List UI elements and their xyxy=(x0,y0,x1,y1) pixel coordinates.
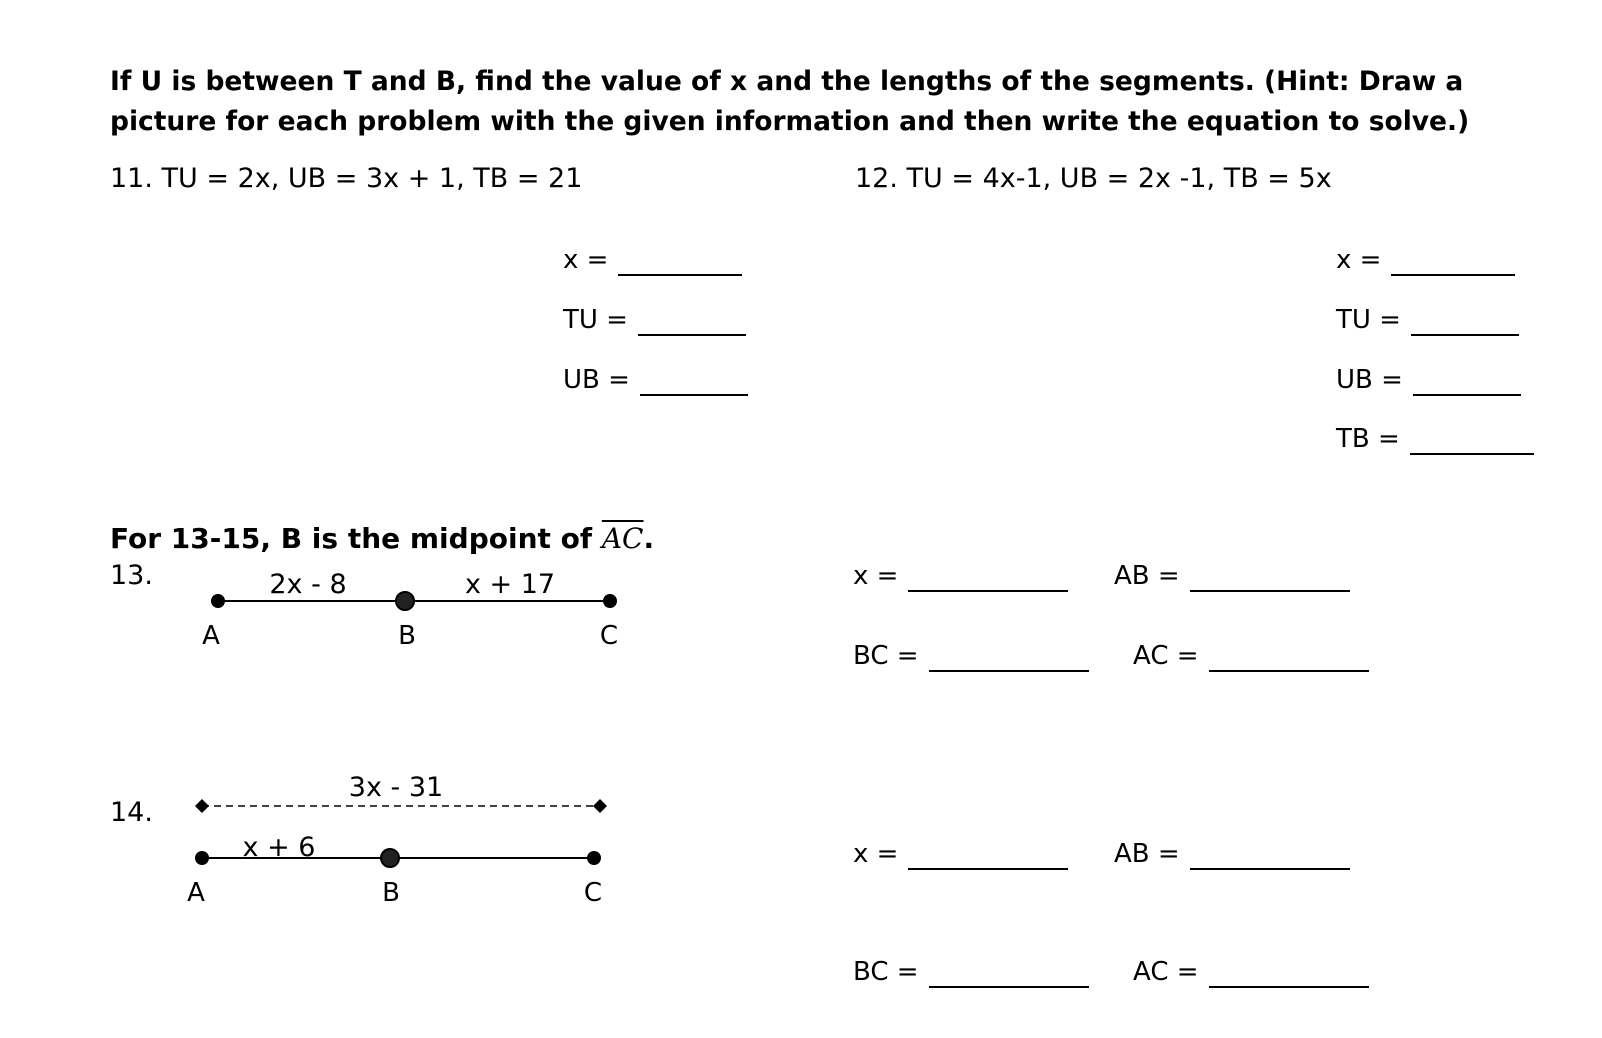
p12-x-answer[interactable] xyxy=(1336,244,1515,276)
point-label-c: C xyxy=(599,621,619,651)
p14-segment-diagram xyxy=(180,762,630,912)
answer-label: x = xyxy=(853,561,899,591)
answer-label: UB = xyxy=(563,365,630,395)
answer-blank[interactable] xyxy=(908,566,1068,592)
answer-label: AC = xyxy=(1133,957,1199,987)
point-label-b: B xyxy=(382,878,400,908)
point-label-a: A xyxy=(187,878,205,908)
point-c xyxy=(603,594,617,608)
p11-tu-answer[interactable] xyxy=(563,304,746,336)
label-ab: x + 6 xyxy=(242,832,316,863)
p11-x-answer[interactable] xyxy=(563,244,742,276)
point-a xyxy=(195,851,209,865)
point-c xyxy=(587,851,601,865)
answer-blank[interactable] xyxy=(929,646,1089,672)
label-ac: 3x - 31 xyxy=(348,772,444,803)
p14-ab-answer[interactable] xyxy=(1114,838,1350,870)
point-a xyxy=(211,594,225,608)
answer-blank[interactable] xyxy=(908,844,1068,870)
p13-ab-answer[interactable] xyxy=(1114,560,1350,592)
point-b xyxy=(396,592,414,610)
p13-bc-answer[interactable] xyxy=(853,640,1089,672)
answer-label: x = xyxy=(853,839,899,869)
p14-ac-answer[interactable] xyxy=(1133,956,1369,988)
point-label-a: A xyxy=(202,621,220,651)
p11-ub-answer[interactable] xyxy=(563,364,748,396)
answer-label: AB = xyxy=(1114,839,1180,869)
point-label-b: B xyxy=(398,621,416,651)
p12-ub-answer[interactable] xyxy=(1336,364,1521,396)
answer-blank[interactable] xyxy=(1209,962,1369,988)
answer-blank[interactable] xyxy=(618,250,742,276)
problem-12-text: 12. TU = 4x-1, UB = 2x -1, TB = 5x xyxy=(855,163,1332,194)
p13-segment-diagram xyxy=(180,560,650,660)
label-bc: x + 17 xyxy=(464,569,556,600)
answer-label: TU = xyxy=(563,305,628,335)
answer-label: BC = xyxy=(853,957,919,987)
answer-label: AB = xyxy=(1114,561,1180,591)
answer-label: TU = xyxy=(1336,305,1401,335)
answer-label: TB = xyxy=(1336,424,1400,454)
point-label-c: C xyxy=(583,878,603,908)
answer-blank[interactable] xyxy=(1209,646,1369,672)
section-heading xyxy=(110,522,654,555)
p14-bc-answer[interactable] xyxy=(853,956,1089,988)
answer-blank[interactable] xyxy=(1190,844,1350,870)
right-arrow-tip xyxy=(593,799,607,813)
instructions: If U is between T and B, find the value of x and the lengths of the segments. (Hint: Draw a picture for each problem with the given information and then write the equation to solve.) xyxy=(110,66,1470,137)
segment-ac: $\overline{AC}$ xyxy=(601,522,644,555)
p13-ac-answer[interactable] xyxy=(1133,640,1369,672)
answer-label: BC = xyxy=(853,641,919,671)
label-ab: 2x - 8 xyxy=(269,569,347,600)
section-suffix: . xyxy=(643,522,655,555)
p12-tb-answer[interactable] xyxy=(1336,423,1534,455)
answer-blank[interactable] xyxy=(1190,566,1350,592)
answer-label: x = xyxy=(1336,245,1382,275)
left-arrow-tip xyxy=(195,799,209,813)
answer-blank[interactable] xyxy=(640,370,748,396)
p14-x-answer[interactable] xyxy=(853,838,1068,870)
p13-x-answer[interactable] xyxy=(853,560,1068,592)
answer-blank[interactable] xyxy=(1391,250,1515,276)
problem-13-number: 13. xyxy=(110,560,153,591)
answer-blank[interactable] xyxy=(929,962,1089,988)
answer-label: x = xyxy=(563,245,609,275)
point-b xyxy=(381,849,399,867)
answer-blank[interactable] xyxy=(1410,429,1534,455)
problem-14-number: 14. xyxy=(110,797,153,828)
section-prefix: For 13-15, B is the midpoint of xyxy=(110,522,602,555)
answer-blank[interactable] xyxy=(1413,370,1521,396)
answer-label: AC = xyxy=(1133,641,1199,671)
answer-blank[interactable] xyxy=(1411,310,1519,336)
p12-tu-answer[interactable] xyxy=(1336,304,1519,336)
problem-11-text: 11. TU = 2x, UB = 3x + 1, TB = 21 xyxy=(110,163,583,194)
answer-label: UB = xyxy=(1336,365,1403,395)
answer-blank[interactable] xyxy=(638,310,746,336)
